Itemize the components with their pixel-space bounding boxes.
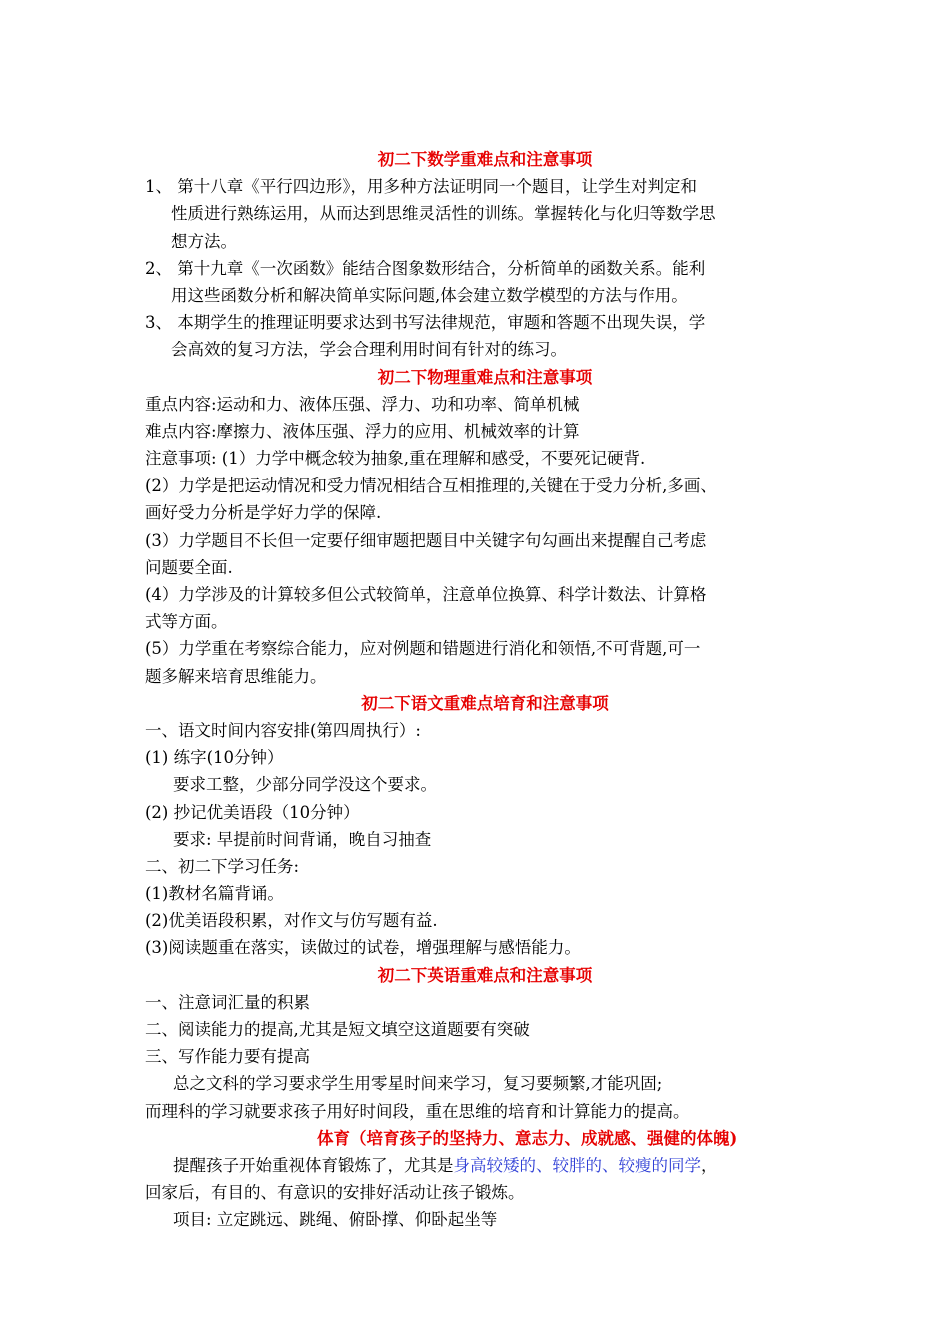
english-point-1: 一、注意词汇量的积累 — [145, 992, 310, 1012]
math-item-3-line-1: 3、 本期学生的推理证明要求达到书写法律规范，审题和答题不出现失误，学 — [145, 313, 706, 333]
pe-line-2: 回家后，有目的、有意识的安排好活动让孩子锻炼。 — [145, 1183, 525, 1203]
chinese-calligraphy: (1) 练字(10分钟） — [145, 748, 284, 768]
chinese-calligraphy-req: 要求工整，少部分同学没这个要求。 — [173, 775, 437, 795]
english-point-3: 三、写作能力要有提高 — [145, 1047, 310, 1067]
pe-line-1 — [145, 1152, 825, 1179]
summary-line-2: 而理科的学习就要求孩子用好时间段，重在思维的培育和计算能力的提高。 — [145, 1101, 690, 1121]
document-body — [145, 146, 825, 1234]
summary-line-1: 总之文科的学习要求学生用零星时间来学习，复习要频繁,才能巩固; — [173, 1074, 663, 1094]
pe-line-1-text: 提醒孩子开始重视体育锻炼了，尤其是 — [173, 1155, 454, 1175]
physics-difficult-points: 难点内容:摩擦力、液体压强、浮力的应用、机械效率的计算 — [145, 421, 580, 441]
chinese-task-3: (3)阅读题重在落实，读做过的试卷，增强理解与感悟能力。 — [145, 938, 581, 958]
chinese-task-2: (2)优美语段积累，对作文与仿写题有益. — [145, 911, 438, 931]
physics-note-5-line-1: (5）力学重在考察综合能力，应对例题和错题进行消化和领悟,不可背题,可一 — [145, 639, 701, 659]
math-item-1-line-3: 想方法。 — [171, 231, 237, 251]
math-item-2 — [145, 255, 825, 309]
math-item-3-line-2: 会高效的复习方法，学会合理利用时间有针对的练习。 — [171, 340, 567, 360]
chinese-tasks: 二、初二下学习任务: — [145, 856, 300, 876]
math-item-2-line-1: 2、 第十九章《一次函数》能结合图象数形结合，分析简单的函数关系。能利 — [145, 258, 706, 278]
math-heading: 初二下数学重难点和注意事项 — [377, 150, 593, 169]
pe-line-1-end: ， — [701, 1155, 718, 1175]
chinese-excerpts-req: 要求: 早提前时间背诵，晚自习抽查 — [173, 829, 432, 849]
physics-note-5-line-2: 题多解来培育思维能力。 — [145, 666, 327, 686]
chinese-task-1: (1)教材名篇背诵。 — [145, 884, 284, 904]
physics-note-4-line-1: (4）力学涉及的计算较多但公式较简单，注意单位换算、科学计数法、计算格 — [145, 585, 707, 604]
math-item-1-line-1: 1、 第十八章《平行四边形》，用多种方法证明同一个题目，让学生对判定和 — [145, 177, 697, 197]
chinese-excerpts: (2) 抄记优美语段（10分钟） — [145, 802, 360, 822]
pe-heading: 体育（培育孩子的坚持力、意志力、成就感、强健的体魄) — [317, 1128, 738, 1148]
math-item-1-line-2: 性质进行熟练运用，从而达到思维灵活性的训练。掌握转化与化归等数学思 — [171, 204, 716, 224]
physics-note-3-line-1: (3）力学题目不长但一定要仔细审题把题目中关键字句勾画出来提醒自己考虑 — [145, 530, 707, 550]
physics-note-4-line-2: 式等方面。 — [145, 612, 228, 632]
physics-key-points: 重点内容:运动和力、液体压强、浮力、功和功率、简单机械 — [145, 394, 580, 414]
math-item-1 — [145, 173, 825, 255]
physics-note-2-line-1: (2）力学是把运动情况和受力情况相结合互相推理的,关键在于受力分析,多画、 — [145, 476, 717, 496]
pe-items: 项目: 立定跳远、跳绳、俯卧撑、仰卧起坐等 — [173, 1210, 498, 1230]
physics-note-2-line-2: 画好受力分析是学好力学的保障. — [145, 503, 382, 523]
english-heading: 初二下英语重难点和注意事项 — [377, 965, 593, 985]
physics-note-1: 注意事项: (1）力学中概念较为抽象,重在理解和感受，不要死记硬背. — [145, 449, 646, 469]
math-item-2-line-2: 用这些函数分析和解决简单实际问题,体会建立数学模型的方法与作用。 — [171, 285, 688, 305]
english-point-2: 二、阅读能力的提高,尤其是短文填空这道题要有突破 — [145, 1020, 530, 1039]
pe-highlight-text: 身高较矮的、较胖的、较瘦的同学 — [453, 1155, 701, 1175]
chinese-heading: 初二下语文重难点培育和注意事项 — [361, 693, 609, 713]
physics-note-3-line-2: 问题要全面. — [145, 557, 233, 577]
physics-heading: 初二下物理重难点和注意事项 — [377, 367, 593, 387]
chinese-schedule: 一、语文时间内容安排(第四周执行）: — [145, 720, 421, 740]
math-item-3 — [145, 309, 825, 363]
